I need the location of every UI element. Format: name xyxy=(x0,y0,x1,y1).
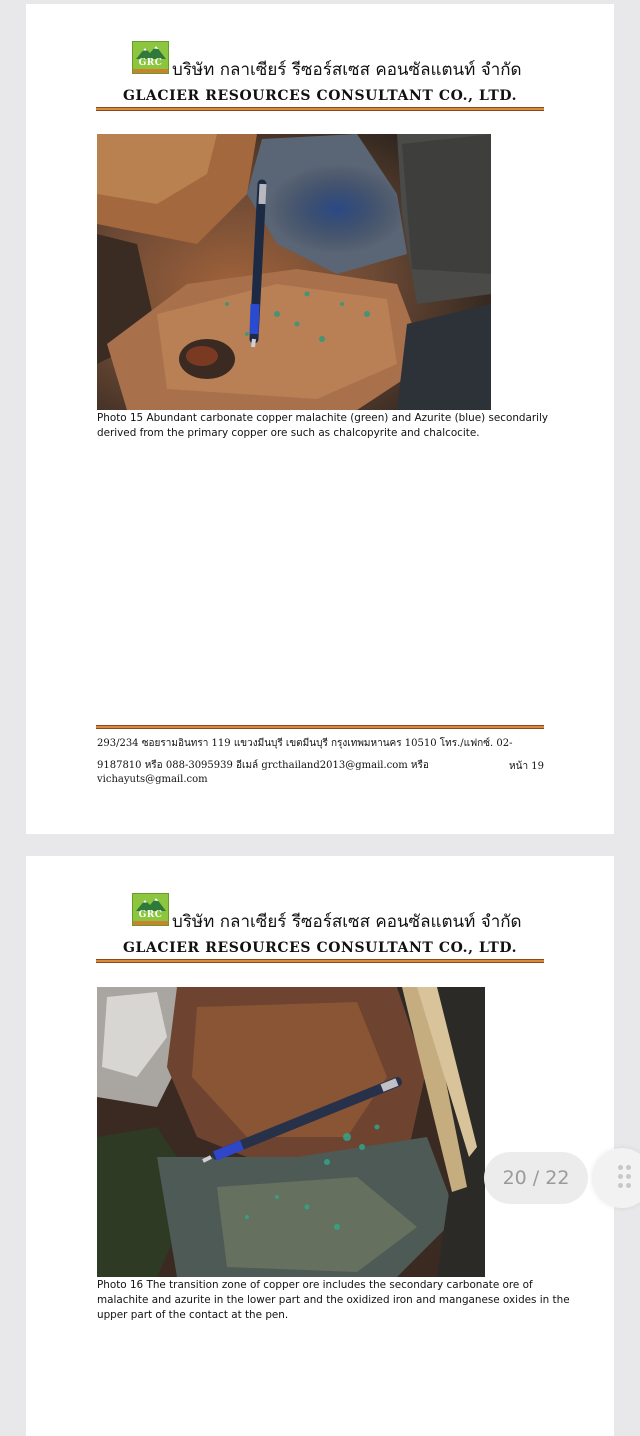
company-name-english: GLACIER RESOURCES CONSULTANT CO., LTD. xyxy=(122,88,518,104)
ore-photo xyxy=(97,134,491,410)
caption-line: malachite and azurite in the lower part and the oxidized iron and manganese oxides in the xyxy=(97,1294,570,1306)
company-name-thai: บริษัท กลาเซียร์ รีซอร์สเซส คอนซัลแตนท์ จำกัด xyxy=(172,60,522,80)
header-divider xyxy=(96,959,544,963)
footer-address-line1: 293/234 ซอยรามอินทรา 119 แขวงมีนบุรี เขตมีนบุรี กรุงเทพมหานคร 10510 โทร./แฟกซ์. 02- xyxy=(97,738,513,749)
footer-address-line2: 9187810 หรือ 088-3095939 อีเมล์ grcthailand2013@gmail.com หรือ vichayuts@gmail.com xyxy=(97,760,429,785)
page-number: หน้า 19 xyxy=(509,761,544,772)
company-name-english: GLACIER RESOURCES CONSULTANT CO., LTD. xyxy=(122,940,518,956)
company-name-thai: บริษัท กลาเซียร์ รีซอร์สเซส คอนซัลแตนท์ จำกัด xyxy=(172,912,522,932)
caption-line: derived from the primary copper ore such as chalcopyrite and chalcocite. xyxy=(97,427,480,439)
document-page xyxy=(26,856,614,1436)
company-logo xyxy=(132,41,169,74)
mountain-icon xyxy=(136,45,166,59)
header-divider xyxy=(96,107,544,111)
rock-photo-image xyxy=(97,987,485,1277)
mountain-icon xyxy=(136,897,166,911)
caption-line: Photo 15 Abundant carbonate copper malachite (green) and Azurite (blue) secondarily xyxy=(97,412,549,424)
drag-handle-icon xyxy=(618,1165,623,1170)
logo-text: GRC xyxy=(138,58,163,68)
page-indicator: 20 / 22 xyxy=(484,1152,588,1204)
caption-line: Photo 16 The transition zone of copper ore includes the secondary carbonate ore of xyxy=(97,1279,533,1291)
photo-caption xyxy=(97,1278,570,1323)
caption-line: upper part of the contact at the pen. xyxy=(97,1309,289,1321)
logo-text: GRC xyxy=(138,910,163,920)
ore-photo xyxy=(97,987,485,1277)
rock-photo-image xyxy=(97,134,491,410)
footer-divider xyxy=(96,725,544,729)
document-page xyxy=(26,4,614,834)
photo-caption xyxy=(97,411,548,441)
company-logo xyxy=(132,893,169,926)
